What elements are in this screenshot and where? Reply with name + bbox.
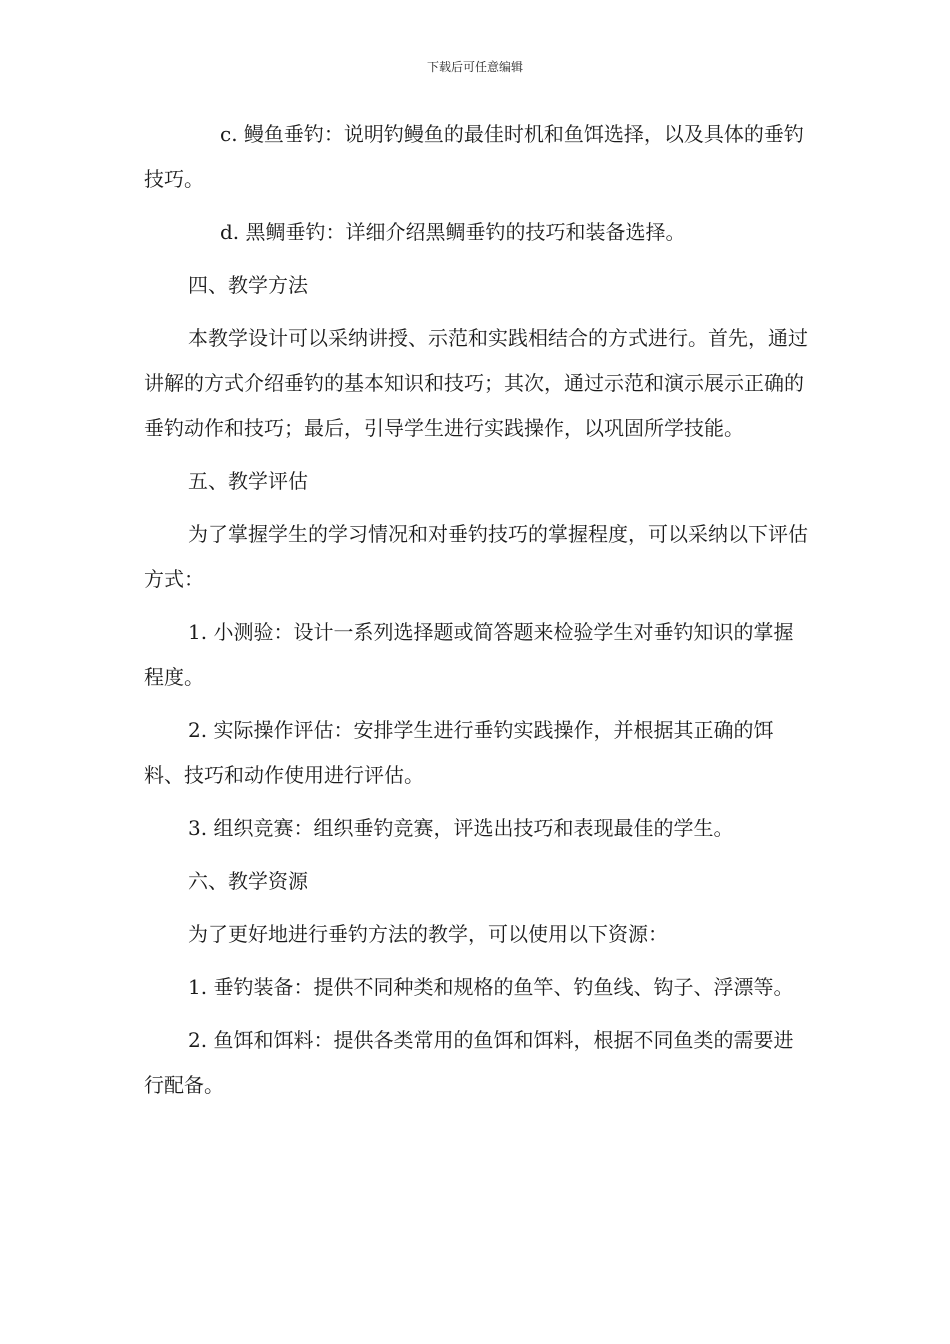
evaluation-intro-paragraph: 为了掌握学生的学习情况和对垂钓技巧的掌握程度，可以采纳以下评估方式： [144,522,808,591]
section-heading-teaching-methods: 四、教学方法 [188,273,308,297]
item-c-eel-fishing: c. 鳗鱼垂钓：说明钓鳗鱼的最佳时机和鱼饵选择，以及具体的垂钓技巧。 [144,122,804,191]
resource-item-2: 2. 鱼饵和饵料：提供各类常用的鱼饵和饵料，根据不同鱼类的需要进行配备。 [144,1028,794,1097]
page-header: 下载后可任意编辑 [426,60,523,74]
item-d-black-seabream-fishing: d. 黑鲷垂钓：详细介绍黑鲷垂钓的技巧和装备选择。 [220,220,686,244]
resource-item-1: 1. 垂钓装备：提供不同种类和规格的鱼竿、钓鱼线、钩子、浮漂等。 [188,975,794,999]
evaluation-item-3: 3. 组织竞赛：组织垂钓竞赛，评选出技巧和表现最佳的学生。 [188,816,734,840]
section-heading-teaching-resources: 六、教学资源 [188,869,308,893]
document-body [144,112,808,1108]
resources-intro-paragraph: 为了更好地进行垂钓方法的教学，可以使用以下资源： [188,922,668,946]
evaluation-item-1: 1. 小测验：设计一系列选择题或简答题来检验学生对垂钓知识的掌握程度。 [144,620,794,689]
teaching-methods-paragraph: 本教学设计可以采纳讲授、示范和实践相结合的方式进行。首先，通过讲解的方式介绍垂钓的基本知识和技巧；其次，通过示范和演示展示正确的垂钓动作和技巧；最后，引导学生进行实践操作，以巩固所学技能。 [144,326,808,440]
section-heading-teaching-evaluation: 五、教学评估 [188,469,308,493]
evaluation-item-2: 2. 实际操作评估：安排学生进行垂钓实践操作，并根据其正确的饵料、技巧和动作使用进行评估。 [144,718,774,787]
